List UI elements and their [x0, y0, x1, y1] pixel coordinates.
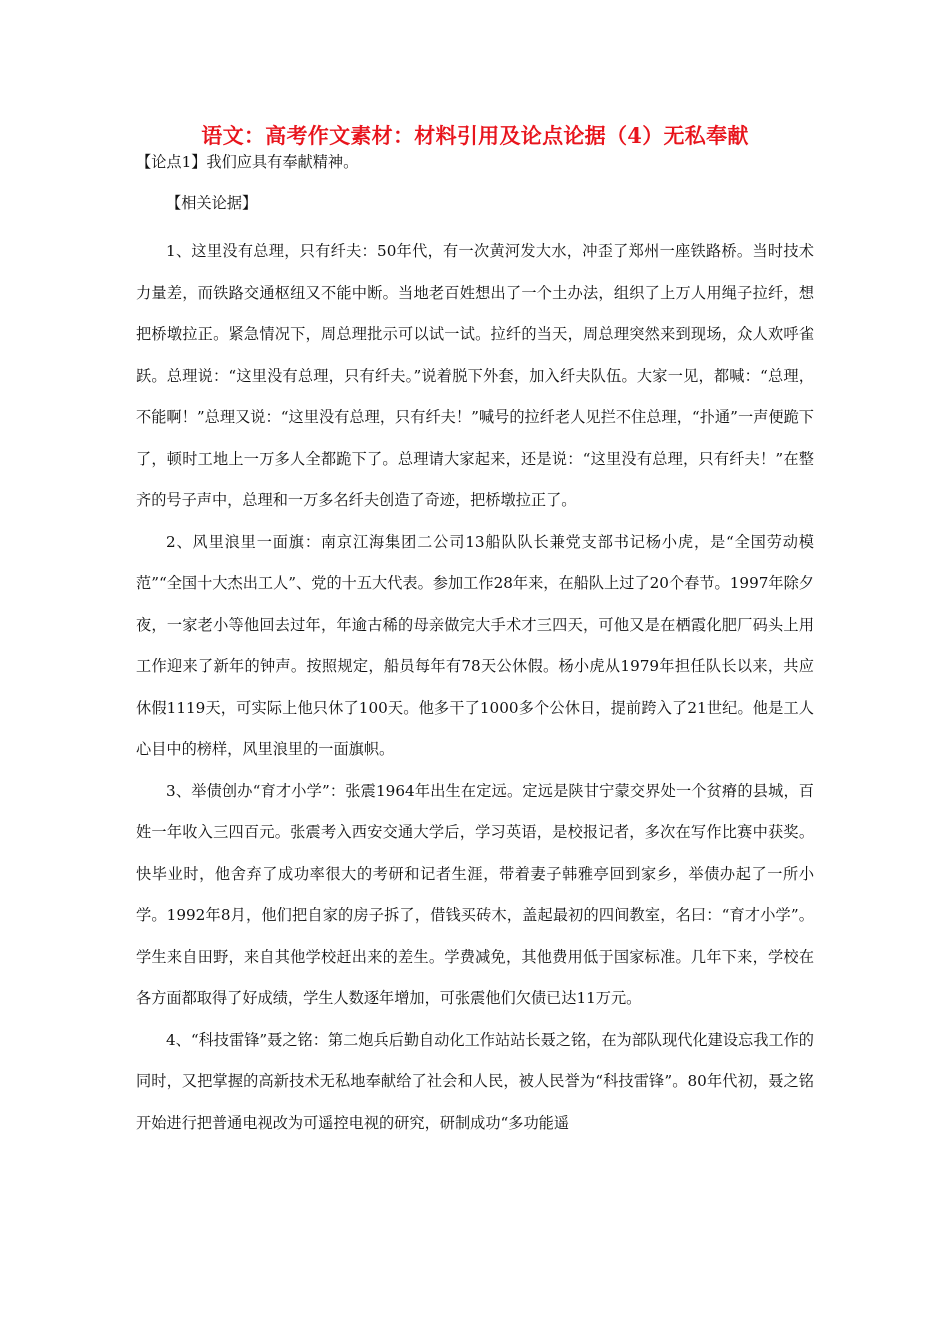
spacer — [136, 176, 814, 190]
evidence-paragraph-3: 3、举债创办“育才小学”：张震1964年出生在定远。定远是陕甘宁蒙交界处一个贫瘠的县城，百姓一年收入三四百元。张震考入西安交通大学后，学习英语，是校报记者，多次在写作比赛中获奖。快毕业时，他舍弃了成功率很大的考研和记者生涯，带着妻子韩雅亭回到家乡，举债办起了一所小学。1992年8月，他们把自家的房子拆了，借钱买砖木，盖起最初的四间教室，名曰：“育才小学”。学生来自田野，来自其他学校赶出来的差生。学费减免，其他费用低于国家标准。几年下来，学校在各方面都取得了好成绩，学生人数逐年增加，可张震他们欠债已达11万元。 — [136, 781, 814, 1007]
evidence-paragraph-4: 4、“科技雷锋”聂之铭：第二炮兵后勤自动化工作站站长聂之铭，在为部队现代化建设忘我工作的同时，又把掌握的高新技术无私地奉献给了社会和人民，被人民誉为“科技雷锋”。80年代初，聂之铭开始进行把普通电视改为可遥控电视的研究，研制成功“多功能遥 — [136, 1030, 814, 1132]
document-body — [136, 149, 814, 1144]
evidence-paragraph-1: 1、这里没有总理，只有纤夫：50年代，有一次黄河发大水，冲歪了郑州一座铁路桥。当时技术力量差，而铁路交通枢纽又不能中断。当地老百姓想出了一个土办法，组织了上万人用绳子拉纤，想把桥墩拉正。紧急情况下，周总理批示可以试一试。拉纤的当天，周总理突然来到现场，众人欢呼雀跃。总理说：“这里没有总理，只有纤夫。”说着脱下外套，加入纤夫队伍。大家一见，都喊：“总理，不能啊！”总理又说：“这里没有总理，只有纤夫！”喊号的拉纤老人见拦不住总理，“扑通”一声便跪下了，顿时工地上一万多人全都跪下了。总理请大家起来，还是说：“这里没有总理，只有纤夫！”在整齐的号子声中，总理和一万多名纤夫创造了奇迹，把桥墩拉正了。 — [136, 242, 814, 509]
spacer — [136, 217, 814, 231]
thesis-line: 【论点1】我们应具有奉献精神。 — [136, 153, 359, 171]
evidence-heading: 【相关论据】 — [166, 194, 258, 212]
document-title: 语文：高考作文素材：材料引用及论点论据（4）无私奉献 — [201, 123, 749, 148]
evidence-paragraph-2: 2、风里浪里一面旗：南京江海集团二公司13船队队长兼党支部书记杨小虎，是“全国劳动模范”“全国十大杰出工人”、党的十五大代表。参加工作28年来，在船队上过了20个春节。1997年除夕夜，一家老小等他回去过年，年逾古稀的母亲做完大手术才三四天，可他又是在栖霞化肥厂码头上用工作迎来了新年的钟声。按照规定，船员每年有78天公休假。杨小虎从1979年担任队长以来，共应休假1119天，可实际上他只休了100天。他多干了1000多个公休日，提前跨入了21世纪。他是工人心目中的榜样，风里浪里的一面旗帜。 — [136, 532, 814, 758]
